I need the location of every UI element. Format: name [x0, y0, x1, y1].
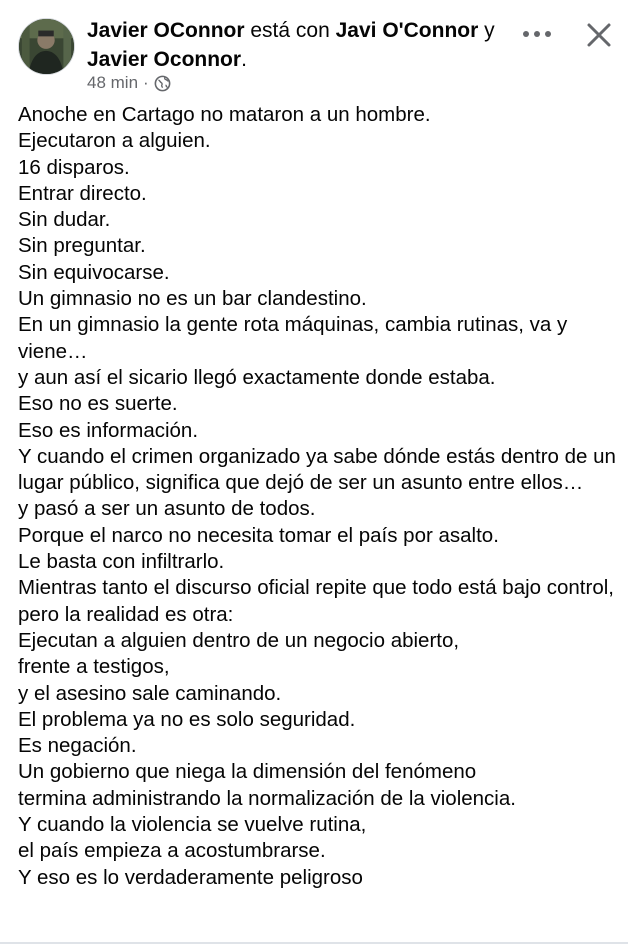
post-text-line: Eso es información. [18, 418, 199, 442]
post-text-line: Y eso es lo verdaderamente peligroso [18, 865, 363, 889]
post-text-line: Ejecutaron a alguien. [18, 129, 211, 153]
tagged-user-1[interactable]: Javi O'Connor [335, 19, 479, 42]
post-text-line: Sin dudar. [18, 208, 111, 232]
post-text-line: pero la realidad es otra: [18, 602, 234, 626]
post-text-line: Un gimnasio no es un bar clandestino. [18, 287, 367, 311]
post-text-line: y aun así el sicario llegó exactamente donde estaba. [18, 365, 496, 389]
post-text-line: Le basta con infiltrarlo. [18, 550, 225, 574]
post-text-line: frente a testigos, [18, 655, 170, 679]
post-meta [87, 72, 171, 94]
end-punctuation: . [241, 48, 247, 71]
more-options-icon [518, 22, 556, 46]
post-text-line: Entrar directo. [18, 181, 147, 205]
post-text-line: y pasó a ser un asunto de todos. [18, 497, 316, 521]
meta-separator: · [143, 73, 149, 92]
post-text-line: Ejecutan a alguien dentro de un negocio abierto, [18, 628, 460, 652]
post-text-line: termina administrando la normalización de la violencia. [18, 786, 516, 810]
post-text-line: El problema ya no es solo seguridad. [18, 707, 356, 731]
post-text-line: Un gobierno que niega la dimensión del fenómeno [18, 760, 477, 784]
post-text-line: Y cuando el crimen organizado ya sabe dónde estás dentro de un lugar público, significa que dejó de ser un asunto entre ellos… [18, 444, 616, 495]
tagged-user-2[interactable]: Javier Oconnor [87, 48, 242, 71]
more-options-button[interactable] [518, 22, 556, 46]
author-avatar[interactable] [18, 18, 75, 75]
post-time[interactable]: 48 min [87, 73, 139, 92]
close-button[interactable] [582, 18, 616, 52]
post-text-line: Sin equivocarse. [18, 260, 170, 284]
post-body [18, 102, 618, 891]
close-icon [582, 18, 616, 52]
post-text-line: Eso no es suerte. [18, 392, 178, 416]
with-text: está con [244, 19, 336, 42]
post-text-line: el país empieza a acostumbrarse. [18, 839, 326, 863]
post-text-line: Es negación. [18, 734, 137, 758]
post-text-line: 16 disparos. [18, 155, 130, 179]
globe-icon[interactable] [154, 75, 171, 92]
post-text-line: y el asesino sale caminando. [18, 681, 282, 705]
and-text: y [478, 19, 495, 42]
post-text-line: Anoche en Cartago no mataron a un hombre. [18, 103, 431, 126]
author-line [87, 16, 517, 74]
post-text-line: Porque el narco no necesita tomar el país por asalto. [18, 523, 499, 547]
post-text-line: En un gimnasio la gente rota máquinas, cambia rutinas, va y viene… [18, 313, 568, 363]
post-text-line: Mientras tanto el discurso oficial repite que todo está bajo control, [18, 576, 614, 600]
post-text-line: Y cuando la violencia se vuelve rutina, [18, 813, 367, 837]
avatar-photo [19, 19, 74, 74]
author-name[interactable]: Javier OConnor [87, 19, 245, 42]
post-text-line: Sin preguntar. [18, 234, 146, 258]
post-header [0, 0, 628, 100]
